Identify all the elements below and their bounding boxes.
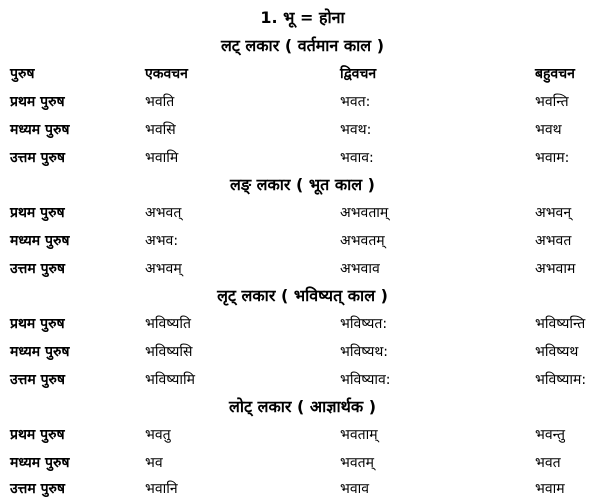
- section-heading-lot: लोट् लकार ( आज्ञार्थक ): [228, 397, 377, 416]
- section-heading-lat: लट् लकार ( वर्तमान काल ): [220, 36, 385, 55]
- person-cell: उत्तम पुरुष: [10, 150, 66, 166]
- person-cell: प्रथम पुरुष: [10, 205, 65, 221]
- table-row: [0, 341, 605, 363]
- plural-cell: भविष्याम:: [535, 372, 587, 388]
- plural-cell: भविष्यथ: [535, 344, 579, 360]
- table-row: [0, 452, 605, 474]
- dual-cell: भवतम्: [340, 455, 374, 471]
- plural-cell: भवाम: [535, 481, 565, 497]
- person-cell: उत्तम पुरुष: [10, 372, 66, 388]
- plural-cell: भवन्तु: [535, 427, 565, 443]
- person-cell: उत्तम पुरुष: [10, 481, 66, 497]
- singular-cell: भव: [145, 455, 163, 471]
- singular-cell: भविष्यसि: [145, 344, 193, 360]
- dual-cell: अभवाव: [340, 261, 380, 277]
- singular-cell: अभवत्: [145, 205, 182, 221]
- table-row: [0, 258, 605, 280]
- column-header-row: [0, 63, 605, 85]
- table-row: [0, 147, 605, 169]
- column-header-dual: द्विवचन: [340, 66, 377, 82]
- table-row: [0, 119, 605, 141]
- table-row: [0, 424, 605, 446]
- person-cell: मध्यम पुरुष: [10, 455, 70, 471]
- person-cell: मध्यम पुरुष: [10, 233, 70, 249]
- singular-cell: भवानि: [145, 481, 178, 497]
- dual-cell: अभवताम्: [340, 205, 389, 221]
- section-heading-lrt: लृट् लकार ( भविष्यत् काल ): [217, 286, 388, 305]
- singular-cell: भविष्यामि: [145, 372, 195, 388]
- dual-cell: भवथ:: [340, 122, 372, 138]
- table-row: [0, 202, 605, 224]
- table-row: [0, 230, 605, 252]
- singular-cell: भविष्यति: [145, 316, 191, 332]
- person-cell: प्रथम पुरुष: [10, 427, 65, 443]
- plural-cell: भविष्यन्ति: [535, 316, 586, 332]
- singular-cell: भवामि: [145, 150, 179, 166]
- singular-cell: भवतु: [145, 427, 171, 443]
- dual-cell: भविष्याव:: [340, 372, 391, 388]
- singular-cell: भवसि: [145, 122, 176, 138]
- plural-cell: भवथ: [535, 122, 562, 138]
- singular-cell: अभव:: [145, 233, 179, 249]
- table-row: [0, 313, 605, 335]
- plural-cell: भवाम:: [535, 150, 570, 166]
- table-row: [0, 478, 605, 500]
- page-title: 1. भू = होना: [260, 8, 345, 27]
- plural-cell: अभवन्: [535, 205, 572, 221]
- person-cell: मध्यम पुरुष: [10, 344, 70, 360]
- table-row: [0, 91, 605, 113]
- person-cell: मध्यम पुरुष: [10, 122, 70, 138]
- plural-cell: भवन्ति: [535, 94, 569, 110]
- dual-cell: भविष्यत:: [340, 316, 388, 332]
- singular-cell: अभवम्: [145, 261, 182, 277]
- dual-cell: भवत:: [340, 94, 371, 110]
- section-heading-lan: लङ् लकार ( भूत काल ): [230, 175, 375, 194]
- dual-cell: भविष्यथ:: [340, 344, 389, 360]
- dual-cell: अभवतम्: [340, 233, 385, 249]
- table-row: [0, 369, 605, 391]
- person-cell: प्रथम पुरुष: [10, 94, 65, 110]
- column-header-singular: एकवचन: [145, 66, 188, 82]
- person-cell: प्रथम पुरुष: [10, 316, 65, 332]
- plural-cell: अभवत: [535, 233, 572, 249]
- dual-cell: भवताम्: [340, 427, 378, 443]
- person-cell: उत्तम पुरुष: [10, 261, 66, 277]
- column-header-plural: बहुवचन: [535, 66, 575, 82]
- plural-cell: भवत: [535, 455, 561, 471]
- column-header-person: पुरुष: [10, 66, 35, 82]
- dual-cell: भवाव: [340, 481, 370, 497]
- singular-cell: भवति: [145, 94, 175, 110]
- plural-cell: अभवाम: [535, 261, 576, 277]
- dual-cell: भवाव:: [340, 150, 374, 166]
